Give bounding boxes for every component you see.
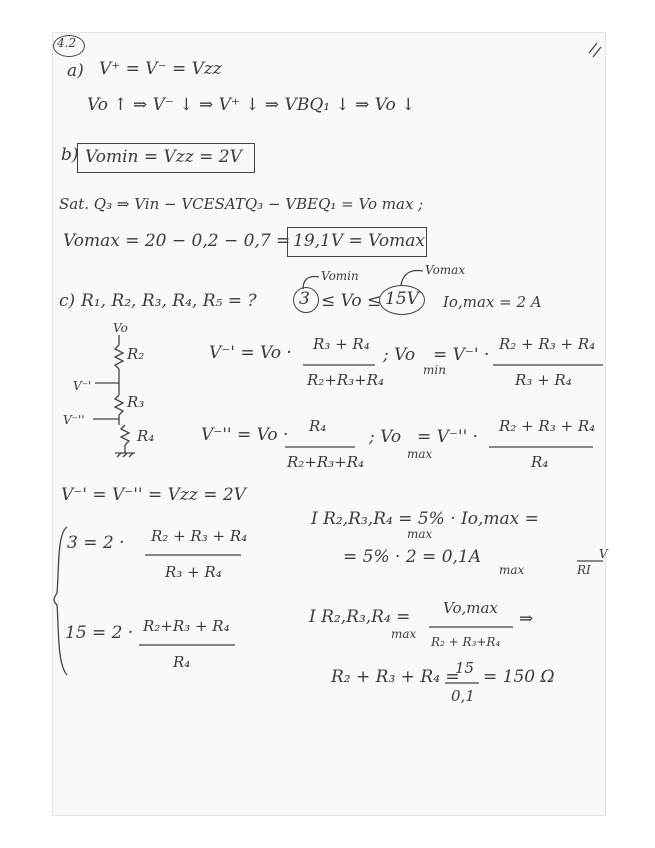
vomin-lhs: ; Vo — [383, 345, 416, 365]
part-a-label: a) — [67, 61, 84, 81]
problem-number: 4.2 — [57, 36, 77, 50]
range-high: 15V — [385, 289, 419, 309]
annotation-arrow — [303, 277, 319, 290]
ir-line2-sub: max — [499, 563, 525, 577]
circuit-v2: V⁻'' — [63, 413, 85, 427]
resistor-r3-symbol — [115, 395, 123, 415]
annot-vomax: Vomax — [425, 263, 466, 277]
circuit-r3: R₃ — [127, 393, 145, 411]
vri-v: V — [599, 547, 608, 561]
ir2-den: R₂ + R₃+R₄ — [431, 635, 501, 649]
system-eq2-lhs: 15 = 2 · — [65, 623, 134, 643]
ir-line1: I R₂,R₃,R₄ = 5% · Io,max = — [311, 509, 539, 529]
v2-eq-num: R₄ — [309, 417, 327, 435]
v1-eq-den: R₂+R₃+R₄ — [307, 371, 385, 389]
v1-eq-num: R₃ + R₄ — [313, 335, 370, 353]
vomax-num: R₂ + R₃ + R₄ — [499, 417, 596, 435]
v2-eq-den: R₂+R₃+R₄ — [287, 453, 365, 471]
ir2-num: Vo,max — [443, 599, 498, 617]
final-den: 0,1 — [451, 687, 475, 705]
annotation-arrow — [401, 271, 423, 285]
v1-eq-lhs: V⁻' = Vo · — [209, 343, 292, 363]
page-mark — [589, 43, 597, 53]
part-b-result: 19,1V = Vomax — [293, 231, 425, 251]
resistor-r2-symbol — [115, 345, 123, 369]
annot-vomin: Vomin — [321, 269, 359, 283]
part-a-chain: Vo ↑ ⇒ V⁻ ↓ ⇒ V⁺ ↓ ⇒ VBQ₁ ↓ ⇒ Vo ↓ — [87, 95, 416, 115]
part-c-unknowns: R₁, R₂, R₃, R₄, R₅ = ? — [81, 291, 257, 311]
part-b-label: b) — [61, 145, 79, 165]
part-b-boxed: Vomin = Vzz = 2V — [85, 147, 242, 167]
vomax-mid: = V⁻'' · — [417, 427, 479, 447]
circuit-vo: Vo — [113, 321, 128, 335]
system-eq2-num: R₂+R₃ + R₄ — [143, 617, 230, 635]
vri-ri: RI — [577, 563, 591, 577]
part-a-equation: V⁺ = V⁻ = Vzz — [99, 59, 222, 79]
vomin-mid: = V⁻' · — [433, 345, 490, 365]
system-eq1-den: R₃ + R₄ — [165, 563, 222, 581]
range-low: 3 — [299, 289, 310, 309]
part-b-sat-line: Sat. Q₃ ⇒ Vin − VCESATQ₃ − VBEQ₁ = Vo max ; — [59, 195, 424, 213]
final-lhs: R₂ + R₃ + R₄ = — [331, 667, 460, 687]
page-mark — [593, 47, 601, 57]
system-eq1-num: R₂ + R₃ + R₄ — [151, 527, 248, 545]
system-brace — [54, 527, 67, 675]
vomin-num: R₂ + R₃ + R₄ — [499, 335, 596, 353]
v2-eq-lhs: V⁻'' = Vo · — [201, 425, 289, 445]
equality-line: V⁻' = V⁻'' = Vzz = 2V — [61, 485, 246, 505]
vomin-den: R₃ + R₄ — [515, 371, 572, 389]
vomin-sub: min — [423, 363, 446, 377]
notebook-page — [52, 32, 606, 816]
final-num: 15 — [455, 659, 475, 677]
resistor-r4-symbol — [121, 425, 129, 445]
handwritten-strokes — [53, 33, 605, 815]
ir2-sub: max — [391, 627, 417, 641]
io-max: Io,max = 2 A — [443, 293, 542, 311]
system-eq2-den: R₄ — [173, 653, 191, 671]
ir2-arrow: ⇒ — [519, 609, 534, 629]
vomax-den: R₄ — [531, 453, 549, 471]
part-b-calc: Vomax = 20 − 0,2 − 0,7 = — [63, 231, 291, 251]
vomax-lhs: ; Vo — [369, 427, 402, 447]
ir-line1-sub: max — [407, 527, 433, 541]
ir2-lhs: I R₂,R₃,R₄ = — [309, 607, 411, 627]
circuit-v1: V⁻' — [73, 379, 92, 393]
system-eq1-lhs: 3 = 2 · — [67, 533, 125, 553]
range-mid: ≤ Vo ≤ — [321, 291, 382, 311]
ir-line2: = 5% · 2 = 0,1A — [343, 547, 482, 567]
circuit-r4: R₄ — [137, 427, 155, 445]
vomax-sub: max — [407, 447, 433, 461]
circuit-r2: R₂ — [127, 345, 145, 363]
final-rhs: = 150 Ω — [483, 667, 555, 687]
part-c-label: c) — [59, 291, 76, 311]
